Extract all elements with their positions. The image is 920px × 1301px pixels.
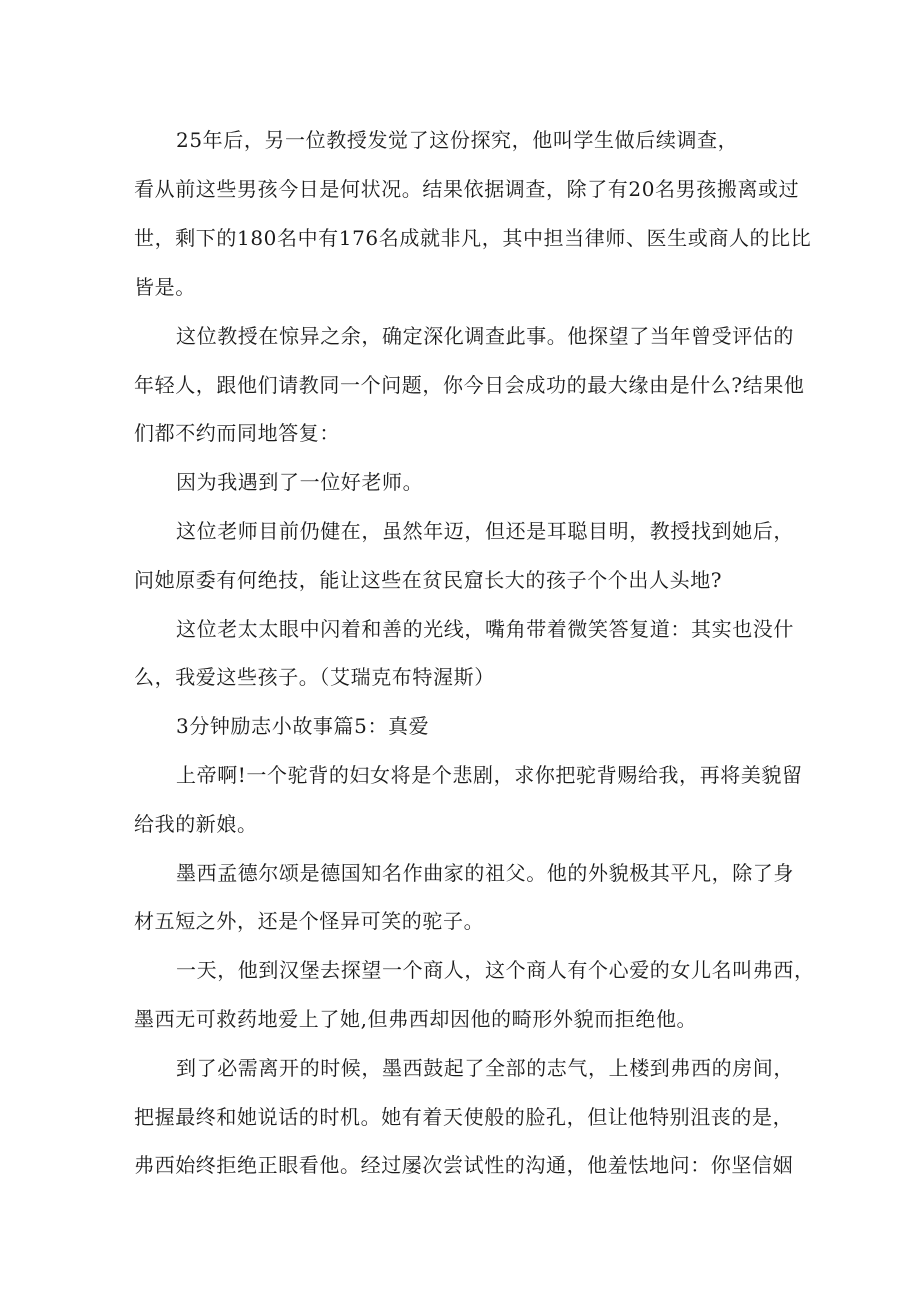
text-line: 世，剩下的180名中有176名成就非凡，其中担当律师、医生或商人的比比 (134, 226, 812, 250)
text-line: 皆是。 (134, 275, 196, 299)
text-line: 把握最终和她说话的时机。她有着天使般的脸孔，但让他特别沮丧的是， (134, 1105, 794, 1129)
text-line: 们都不约而同地答复： (134, 421, 340, 445)
text-line: 这位老师目前仍健在，虽然年迈，但还是耳聪目明，教授找到她后， (176, 519, 794, 543)
text-line: 25年后，另一位教授发觉了这份探究，他叫学生做后续调查， (176, 128, 739, 152)
text-line: 到了必需离开的时候，墨西鼓起了全部的志气，上楼到弗西的房间， (176, 1056, 794, 1080)
text-line: 上帝啊!一个驼背的妇女将是个悲剧，求你把驼背赐给我，再将美貌留 (176, 763, 803, 787)
text-line: 这位老太太眼中闪着和善的光线，嘴角带着微笑答复道：其实也没什 (176, 617, 794, 641)
text-line: 这位教授在惊异之余，确定深化调查此事。他探望了当年曾受评估的 (176, 324, 794, 348)
text-line: 墨西孟德尔颂是德国知名作曲家的祖父。他的外貌极其平凡，除了身 (176, 861, 794, 885)
text-line: 弗西始终拒绝正眼看他。经过屡次尝试性的沟通，他羞怯地问：你坚信姻 (134, 1153, 794, 1177)
text-line: 么，我爱这些孩子。（艾瑞克布特渥斯） (134, 665, 495, 689)
text-line: 墨西无可救药地爱上了她,但弗西却因他的畸形外貌而拒绝他。 (134, 1007, 698, 1031)
text-line: 因为我遇到了一位好老师。 (176, 470, 424, 494)
text-line: 看从前这些男孩今日是何状况。结果依据调查，除了有20名男孩搬离或过 (134, 177, 800, 201)
text-line: 一天，他到汉堡去探望一个商人，这个商人有个心爱的女儿名叫弗西， (176, 958, 815, 982)
text-line: 问她原委有何绝技，能让这些在贫民窟长大的孩子个个出人头地? (134, 568, 723, 592)
section-heading: 3分钟励志小故事篇5：真爱 (176, 714, 430, 738)
text-line: 年轻人，跟他们请教同一个问题，你今日会成功的最大缘由是什么?结果他 (134, 373, 805, 397)
text-line: 给我的新娘。 (134, 812, 258, 836)
text-line: 材五短之外，还是个怪异可笑的驼子。 (134, 909, 485, 933)
